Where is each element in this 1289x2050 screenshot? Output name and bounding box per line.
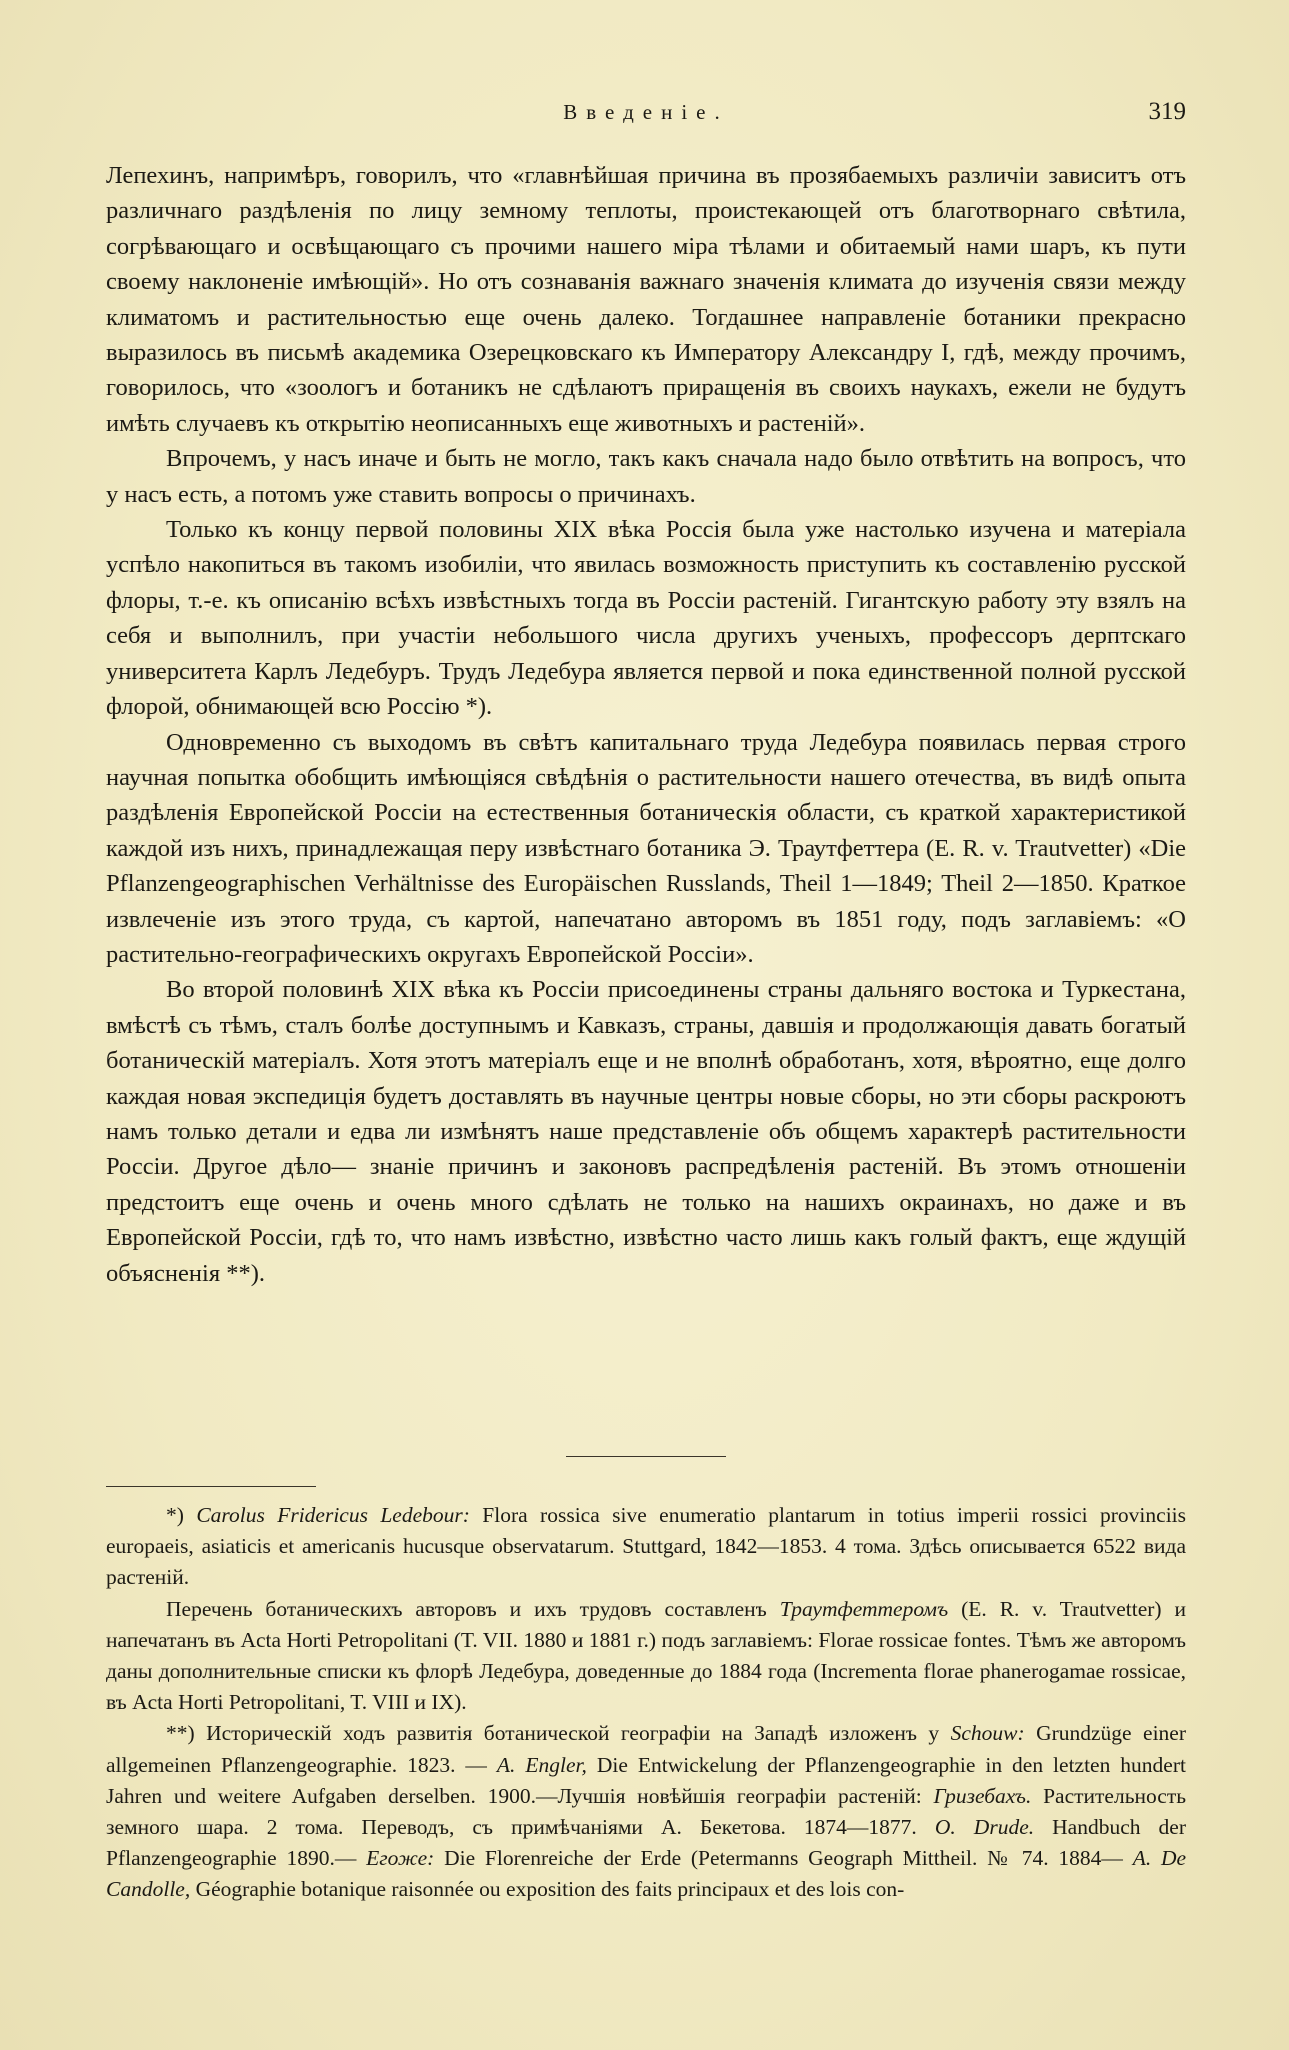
running-title: Введеніе. (563, 100, 729, 124)
page-number: 319 (1148, 98, 1186, 125)
footnote-2-text-1: Grundzüge einer allgemeinen Pflanzengeographie. 1823. — (106, 1721, 1187, 1777)
footnote-2-lead: Историческій ходъ развитія ботанической географіи на Западѣ изложенъ у (206, 1721, 940, 1746)
footnote-divider (106, 1486, 316, 1487)
section-divider (566, 1456, 726, 1457)
footnote-1-cont-lead: Перечень ботаническихъ авторовъ и ихъ трудовъ составленъ (166, 1596, 767, 1621)
main-text (106, 158, 1186, 1291)
footnote-1-text: Flora rossica sive enumeratio plantarum in totius imperii rossici provinciis europaeis, asiaticis et americanis hucusque observatarum. Stuttgard, 1842—1853. 4 тома. Здѣсь описывается 6522 вида растеній. (106, 1503, 1187, 1590)
footnote-1-continued (106, 1594, 1186, 1719)
paragraph-2: Впрочемъ, у насъ иначе и быть не могло, такъ какъ сначала надо было отвѣтить на вопросъ, что у насъ есть, а потомъ уже ставить вопросы о причинахъ. (106, 445, 1186, 508)
footnote-2-text-5: Die Florenreiche der Erde (Petermanns Geograph Mittheil. № 74. 1884— (444, 1846, 1123, 1871)
footnote-2-text-3: Растительность земного шара. 2 тома. Переводъ, съ примѣчаніями А. Бекетова. 1874—1877. (106, 1783, 1187, 1840)
footnote-1-cont-author: Траутфеттеромъ (779, 1596, 949, 1621)
footnote-2-author-decandolle: A. De Candolle, (106, 1846, 1187, 1902)
footnote-2-author-schouw: Schouw: (950, 1721, 1025, 1746)
footnote-2-author-grisebach: Гризебахъ. (933, 1783, 1032, 1808)
footnote-1-cont-text: (E. R. v. Trautvetter) и напечатанъ въ Acta Horti Petropolitani (T. VII. 1880 и 1881 г.) подъ заглавіемъ: Florae rossicae fontes. Тѣмъ же авторомъ даны дополнительные списки къ флорѣ Ледебура, доведенные до 1884 года (Incrementa florae phanerogamae rossicae, въ Acta Horti Petropolitani, T. VIII и IX). (106, 1596, 1187, 1715)
footnote-2-text-4: Handbuch der Pflanzengeographie 1890.— (106, 1815, 1187, 1871)
footnote-1-author: Carolus Fridericus Ledebour: (196, 1503, 470, 1527)
paragraph-1: Лепехинъ, напримѣръ, говорилъ, что «главнѣйшая причина въ прозябаемыхъ различіи зависитъ отъ различнаго раздѣленія по лицу земному теплоты, проистекающей отъ благотворнаго свѣтила, согрѣвающаго и освѣщающаго съ прочими нашего міра тѣлами и обитаемый нами шаръ, къ пути своему наклоненіе имѣющій». Но отъ сознаванія важнаго значенія климата до изученія связи между климатомъ и растительностью еще очень далеко. Тогдашнее направленіе ботаники прекрасно выразилось въ письмѣ академика Озерецковскаго къ Императору Александру I, гдѣ, между прочимъ, говорилось, что «зоологъ и ботаникъ не сдѣлаютъ приращенія въ своихъ наукахъ, ежели не будутъ имѣть случаевъ къ открытію неописанныхъ еще животныхъ и растеній». (106, 162, 1186, 437)
footnote-1 (106, 1500, 1186, 1594)
footnote-2-author-same: Егоже: (366, 1846, 435, 1871)
paragraph-3: Только къ концу первой половины XIX вѣка Россія была уже настолько изучена и матеріала успѣло накопиться въ такомъ изобиліи, что явилась возможность приступить къ составленію русской флоры, т.-е. къ описанію всѣхъ извѣстныхъ тогда въ Россіи растеній. Гигантскую работу эту взялъ на себя и выполнилъ, при участіи небольшого числа другихъ ученыхъ, профессоръ дерптскаго университета Карлъ Ледебуръ. Трудъ Ледебура является первой и пока единственной полной русской флорой, обнимающей всю Россію *). (106, 516, 1186, 721)
footnote-2 (106, 1718, 1186, 1905)
footnotes (106, 1500, 1186, 1906)
footnote-1-marker: *) (166, 1503, 184, 1527)
paragraph-5: Во второй половинѣ XIX вѣка къ Россіи присоединены страны дальняго востока и Туркестана, вмѣстѣ съ тѣмъ, сталъ болѣе доступнымъ и Кавказъ, страны, давшія и продолжающія давать богатый ботаническій матеріалъ. Хотя этотъ матеріалъ еще и не вполнѣ обработанъ, хотя, вѣроятно, еще долго каждая новая экспедиція будетъ доставлять въ научные центры новые сборы, но эти сборы раскроютъ намъ только детали и едва ли измѣнятъ наше представленіе объ общемъ характерѣ растительности Россіи. Другое дѣло— знаніе причинъ и законовъ распредѣленія растеній. Въ этомъ отношеніи предстоитъ еще очень и очень много сдѣлать не только на нашихъ окраинахъ, но даже и въ Европейской Россіи, гдѣ то, что намъ извѣстно, извѣстно часто лишь какъ голый фактъ, еще ждущій объясненія **). (106, 976, 1186, 1287)
paragraph-4: Одновременно съ выходомъ въ свѣтъ капитальнаго труда Ледебура появилась первая строго научная попытка обобщить имѣющіяся свѣдѣнія о растительности нашего отечества, въ видѣ опыта раздѣленія Европейской Россіи на естественныя ботаническія области, съ краткой характеристикой каждой изъ нихъ, принадлежащая перу извѣстнаго ботаника Э. Траутфеттера (E. R. v. Trautvetter) «Die Pflanzengeographischen Verhältnisse des Europäischen Russlands, Theil 1—1849; Theil 2—1850. Краткое извлеченіе изъ этого труда, съ картой, напечатано авторомъ въ 1851 году, подъ заглавіемъ: «О растительно-географическихъ округахъ Европейской Россіи». (106, 728, 1186, 968)
footnote-2-marker: **) (166, 1721, 195, 1746)
footnote-2-author-drude: O. Drude. (934, 1815, 1035, 1840)
page-header (106, 98, 1186, 132)
footnote-2-text-6: Géographie botanique raisonnée ou exposition des faits principaux et des lois con- (195, 1877, 905, 1902)
footnote-2-text-2: Die Entwickelung der Pflanzengeographie in den letzten hundert Jahren und weitere Aufgaben derselben. 1900.—Лучшія новѣйшія географіи растеній: (106, 1752, 1186, 1808)
footnote-2-author-engler: A. Engler, (496, 1752, 587, 1777)
